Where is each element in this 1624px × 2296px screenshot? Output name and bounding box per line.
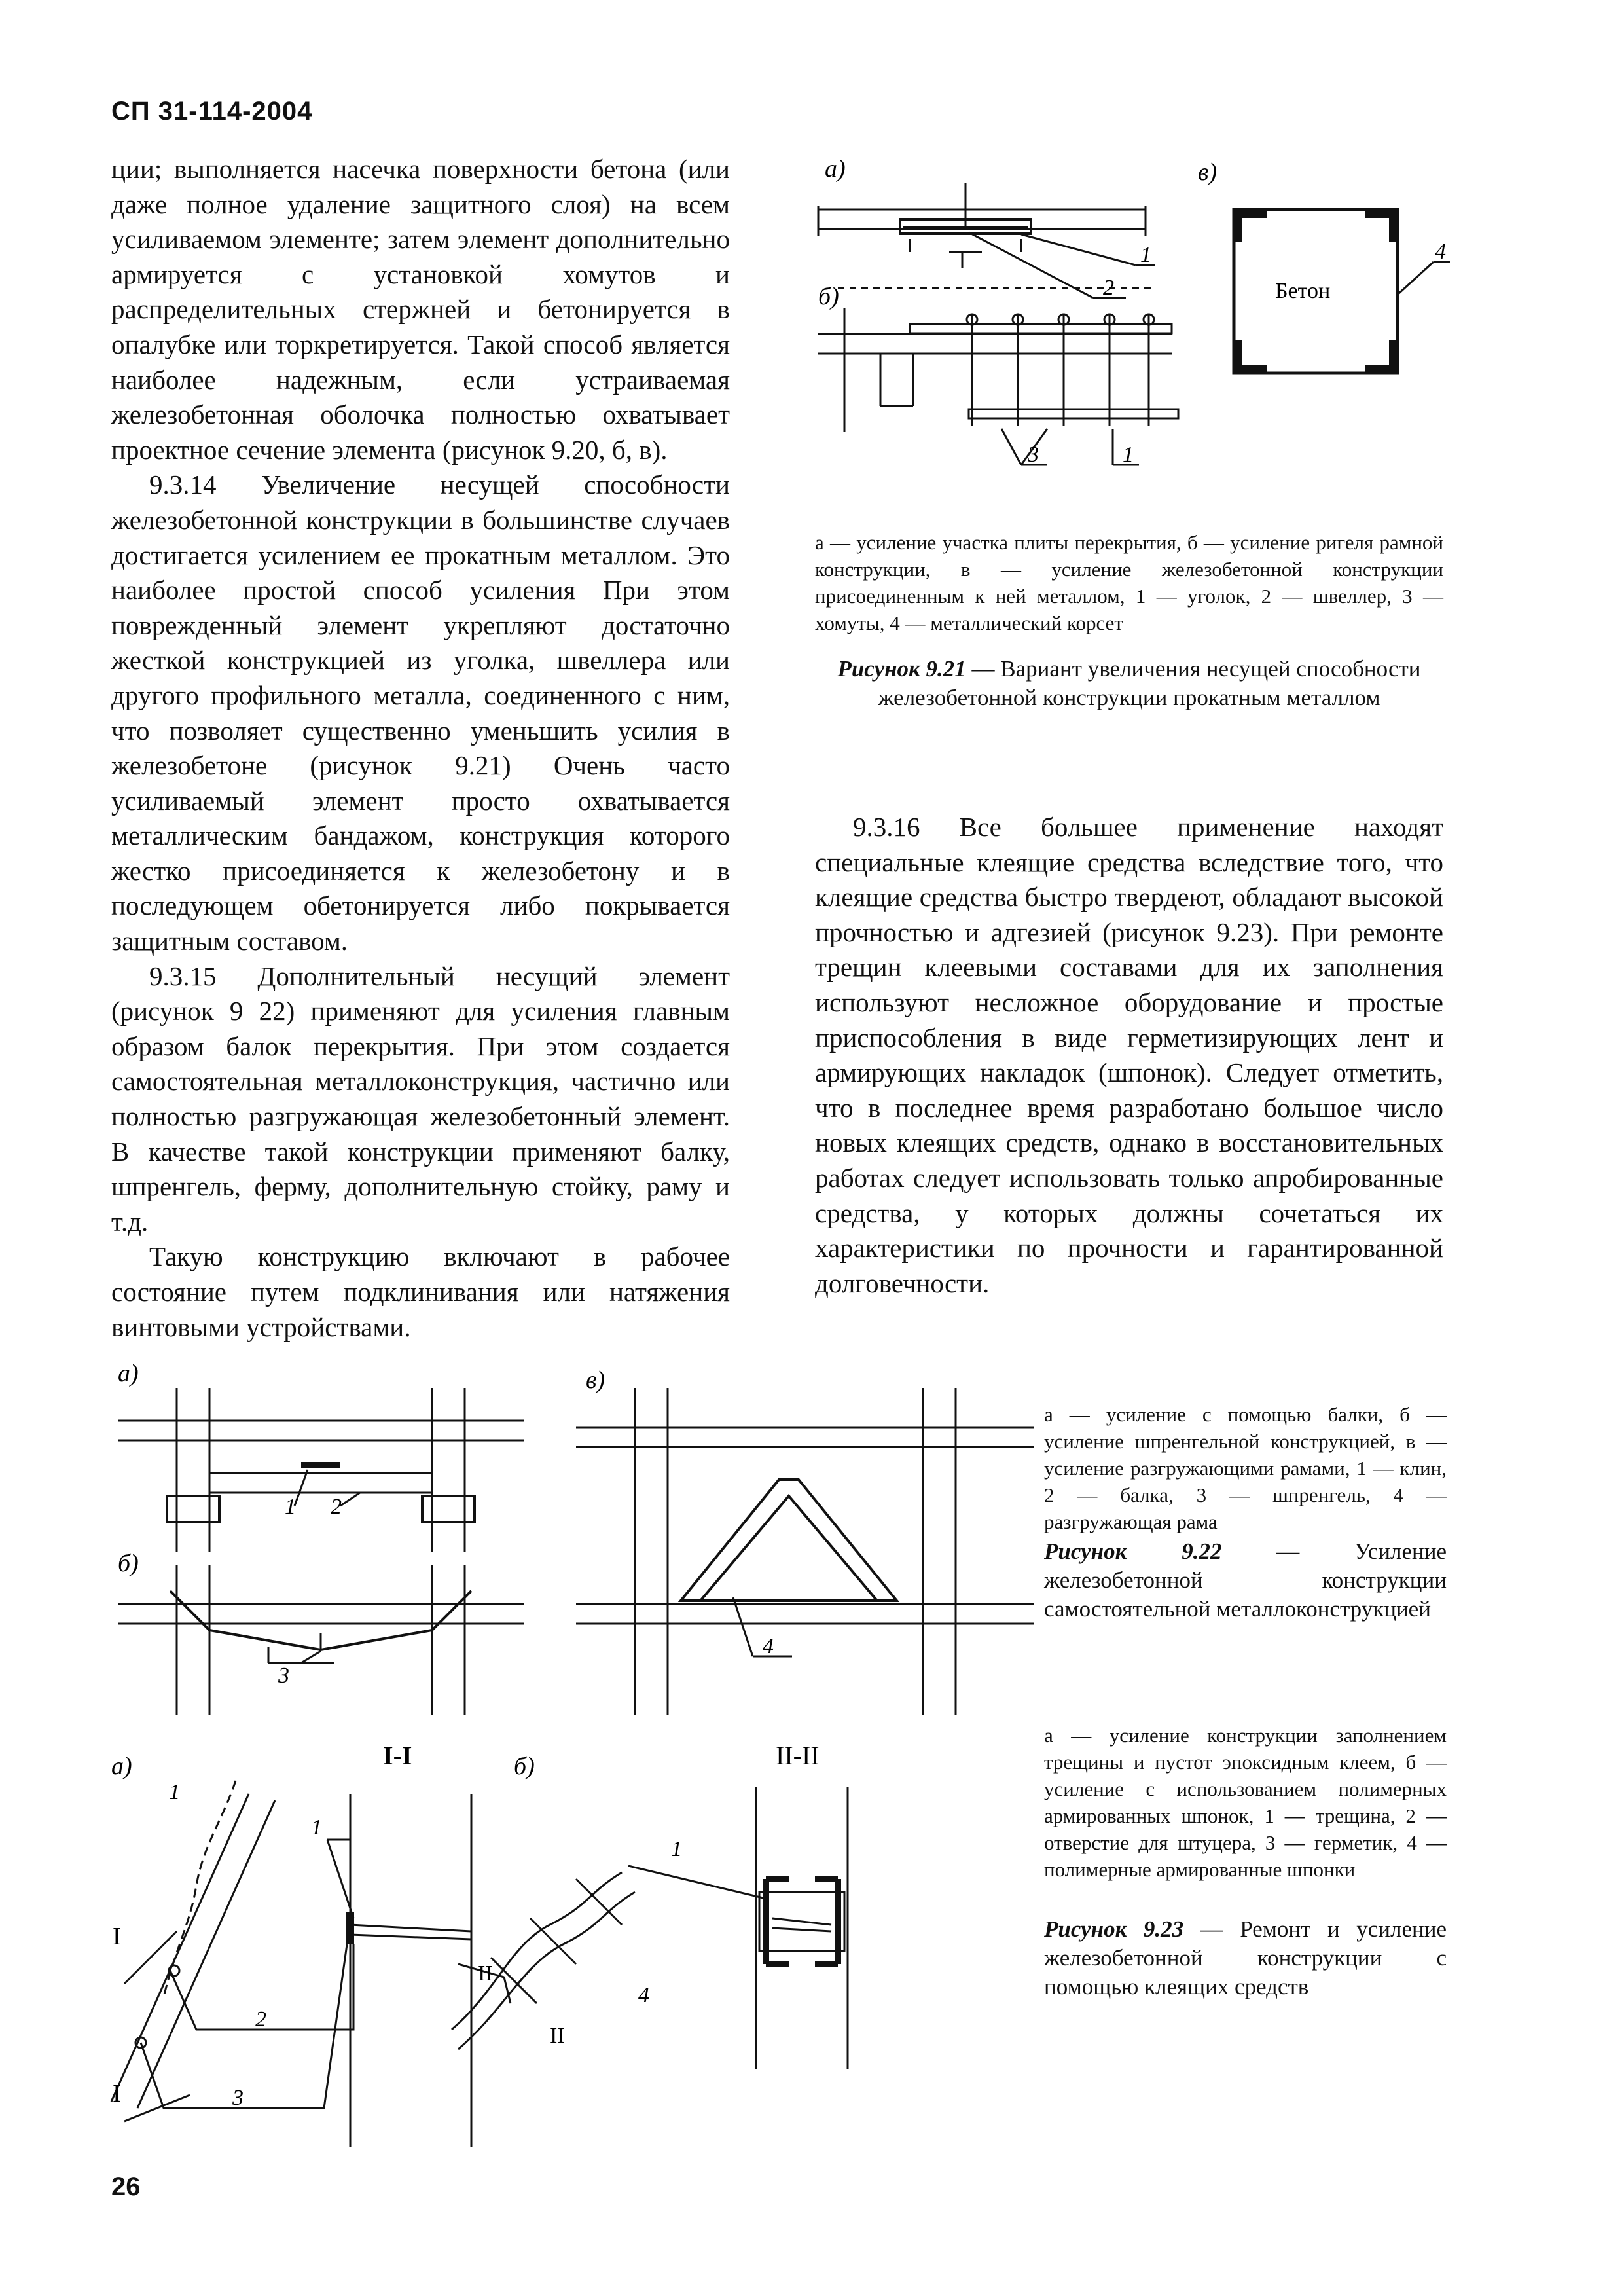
fig-9-22-callout-3: 3 xyxy=(278,1664,289,1688)
figure-9-23-title xyxy=(1044,1915,1447,2001)
fig-9-23-label-a: а) xyxy=(111,1753,132,1780)
figure-9-22-drawing xyxy=(105,1349,1034,1715)
fig-9-21-callout-1b: 1 xyxy=(1123,443,1134,467)
fig-9-23-mark-ii-right: II xyxy=(550,2024,565,2048)
paragraph-conclusion: Такую конструкцию включают в рабочее состояние путем подклинивания или натяжения винтовыми устройствами. xyxy=(111,1241,730,1342)
figure-9-23-caption xyxy=(1044,1722,1447,1883)
fig-9-21-concrete-label: Бетон xyxy=(1275,279,1331,303)
fig-9-21-label-b: б) xyxy=(818,283,839,310)
fig-9-23-callout-2: 2 xyxy=(255,2007,266,2032)
figure-9-23-drawing xyxy=(105,1728,1034,2147)
figure-9-21-title xyxy=(815,655,1443,712)
fig-9-23-mark-ii-left: II xyxy=(478,1961,493,1986)
fig-9-23-section-1: I-I xyxy=(383,1741,412,1770)
fig-9-23-mark-i-bottom: I xyxy=(113,2080,121,2107)
figure-9-21-caption xyxy=(815,529,1443,636)
fig-9-23-callout-1c: 1 xyxy=(671,1837,682,1861)
figure-9-21-drawing xyxy=(805,157,1473,498)
fig-9-21-title-number: Рисунок 9.21 xyxy=(837,656,966,682)
fig-9-21-callout-1a: 1 xyxy=(1140,243,1151,267)
fig-9-22-callout-4: 4 xyxy=(763,1634,774,1658)
fig-9-21-callout-2: 2 xyxy=(1103,276,1114,300)
fig-9-22-callout-2: 2 xyxy=(331,1495,342,1519)
fig-9-21-callout-4: 4 xyxy=(1435,240,1446,264)
fig-9-23-callout-1a: 1 xyxy=(169,1780,180,1804)
fig-9-22-label-a: а) xyxy=(118,1360,139,1387)
fig-9-23-callout-1b: 1 xyxy=(311,1815,322,1840)
fig-9-22-title-text: — Усиление железобетонной конструкции самостоятельной металлоконструкцией xyxy=(1044,1539,1447,1622)
fig-9-21-title-text: — Вариант увеличения несущей способности железобетонной конструкции прокатным металлом xyxy=(878,656,1421,710)
paragraph-continuation: ции; выполняется насечка поверхности бетона (или даже полное удаление защитного слоя) на всем усиливаемом элементе; затем элемент дополнительно армируется с установкой хомутов и распределительных стержней и бетонируется в опалубке или торкретируется. Такой способ является наиболее надежным, если устраиваемая железобетонная оболочка полностью охватывает проектное сечение элемента (рисунок 9.20, б, в). xyxy=(111,154,730,465)
fig-9-23-callout-4: 4 xyxy=(638,1983,649,2007)
fig-9-23-title-number: Рисунок 9.23 xyxy=(1044,1916,1184,1942)
fig-9-22-callout-1: 1 xyxy=(285,1495,296,1519)
paragraph-9-3-15: 9.3.15 Дополнительный несущий элемент (рисунок 9 22) применяют для усиления главным образом балок перекрытия. При этом создается самостоятельная металлоконструкция, частично или полностью разгружающая железобетонный элемент. В качестве такой конструкции применяют балку, шпренгель, ферму, дополнительную стойку, раму и т.д. xyxy=(111,960,730,1237)
left-text-column xyxy=(111,152,730,1345)
fig-9-21-callout-3: 3 xyxy=(1028,443,1039,467)
fig-9-23-legend: а — усиление конструкции заполнением трещины и пустот эпоксидным клеем, б — усиление с использованием полимерных армированных шпонок, 1 — трещина, 2 — отверстие для штуцера, 3 — герметик, 4 — полимерные армированные шпонки xyxy=(1044,1724,1447,1881)
paragraph-9-3-14: 9.3.14 Увеличение несущей способности железобетонной конструкции в большинстве случаев достигается усилением ее прокатным металлом. Это наиболее простой способ усиления При этом поврежденный элемент укрепляют достаточно жесткой конструкцией из уголка, швеллера или другого профильного металла, соединенного с ним, что позволяет существенно уменьшить усилия в железобетоне (рисунок 9.21) Очень часто усиливаемый элемент просто охватывается металлическим бандажом, конструкция которого жестко присоединяется к железобетону и в последующем обетонируется либо покрывается защитным составом. xyxy=(111,469,730,957)
fig-9-23-section-2: II-II xyxy=(776,1741,820,1770)
fig-9-22-label-v: в) xyxy=(586,1366,605,1394)
page-number: 26 xyxy=(111,2172,141,2201)
fig-9-21-label-a: а) xyxy=(825,157,846,183)
fig-9-23-callout-3: 3 xyxy=(232,2086,244,2110)
fig-9-22-title-number: Рисунок 9.22 xyxy=(1044,1539,1222,1564)
fig-9-21-label-v: в) xyxy=(1198,158,1218,186)
fig-9-23-mark-i-top: I xyxy=(113,1923,121,1950)
fig-9-23-label-b: б) xyxy=(514,1753,535,1780)
fig-9-22-label-b: б) xyxy=(118,1550,139,1577)
fig-9-22-legend: а — усиление с помощью балки, б — усиление шпренгельной конструкцией, в — усиление разгружающими рамами, 1 — клин, 2 — балка, 3 — шпренгель, 4 — разгружающая рама xyxy=(1044,1403,1447,1533)
fig-9-23-title-text: — Ремонт и усиление железобетонной конструкции с помощью клеящих средств xyxy=(1044,1916,1447,1999)
document-header: СП 31-114-2004 xyxy=(111,97,313,126)
fig-9-21-legend: а — усиление участка плиты перекрытия, б — усиление ригеля рамной конструкции, в — усиление железобетонной конструкции присоединенным к ней металлом, 1 — уголок, 2 — швеллер, 3 — хомуты, 4 — металлический корсет xyxy=(815,531,1443,634)
right-text-column xyxy=(815,810,1443,1301)
figure-9-22-title xyxy=(1044,1537,1447,1624)
paragraph-9-3-16: 9.3.16 Все большее применение находят специальные клеящие средства вследствие того, что клеящие средства быстро твердеют, обладают высокой прочностью и адгезией (рисунок 9.23). При ремонте трещин клеевыми составами для их заполнения используют несложное оборудование и простые приспособления в виде герметизирующих лент и армирующих накладок (шпонок). Следует отметить, что в последнее время разработано большое число новых клеящих средств, однако в восстановительных работах следует использовать только апробированные средства, у которых должны сочетаться их характеристики по прочности и гарантированной долговечности. xyxy=(815,812,1443,1298)
figure-9-22-caption xyxy=(1044,1401,1447,1535)
